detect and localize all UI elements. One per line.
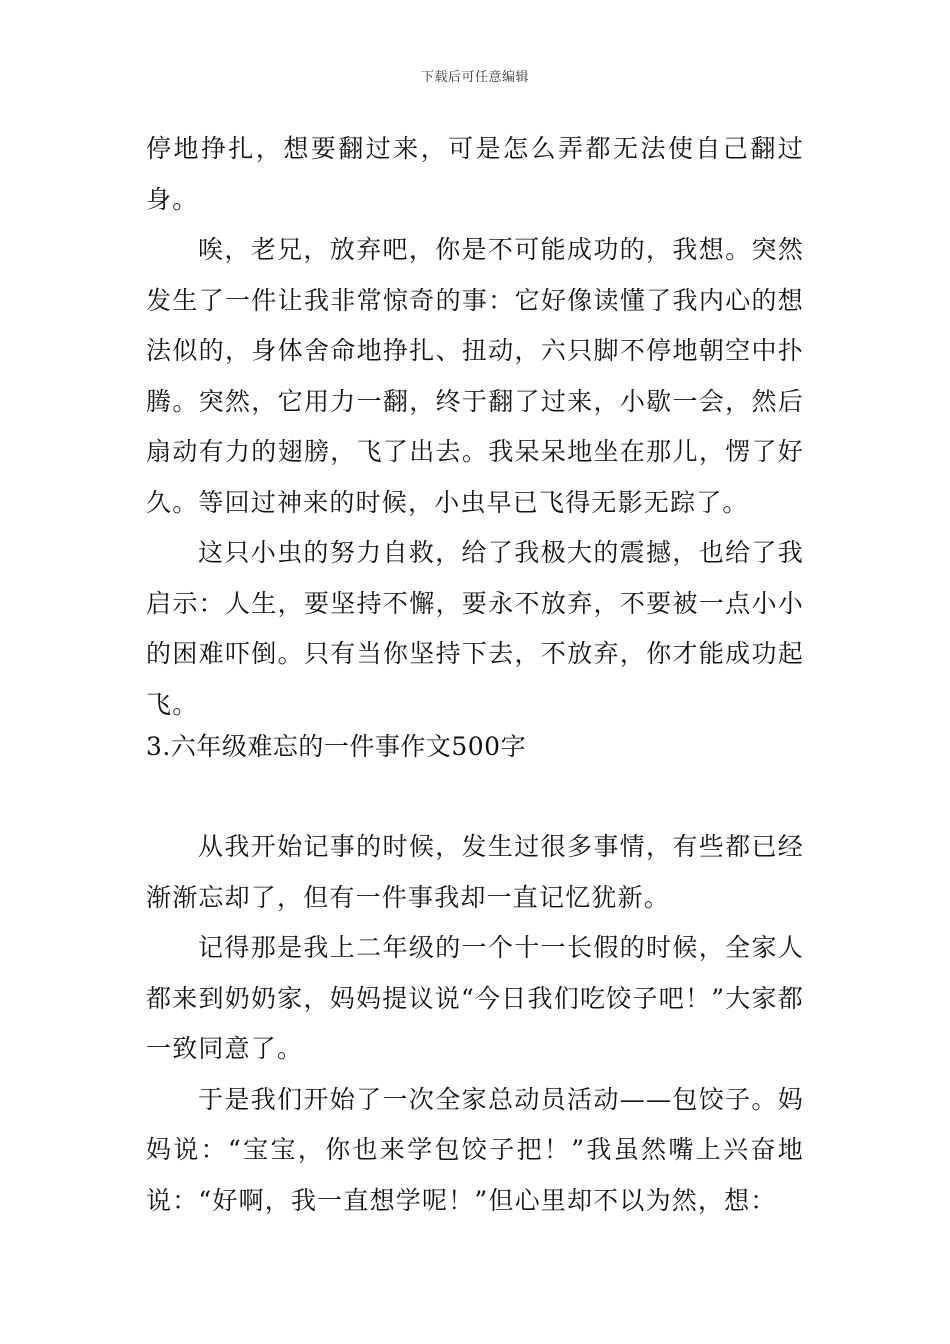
section-heading: 3.六年级难忘的一件事作文500字 (146, 732, 527, 761)
paragraph: 唉，老兄，放弃吧，你是不可能成功的，我想。突然发生了一件让我非常惊奇的事：它好像读懂了我内心的想法似的，身体舍命地挣扎、扭动，六只脚不停地朝空中扑腾。突然，它用力一翻，终于翻了过来，小歇一会，然后扇动有力的翅膀，飞了出去。我呆呆地坐在那儿，愣了好久。等回过神来的时候，小虫早已飞得无影无踪了。 (146, 235, 804, 517)
essay-section-3 (146, 822, 804, 1226)
essay-continuation (146, 124, 804, 730)
paragraph: 这只小虫的努力自救，给了我极大的震撼，也给了我启示：人生，要坚持不懈，要永不放弃，不要被一点小小的困难吓倒。只有当你坚持下去，不放弃，你才能成功起飞。 (146, 538, 804, 719)
paragraph: 记得那是我上二年级的一个十一长假的时候，全家人都来到奶奶家，妈妈提议说“今日我们吃饺子吧！”大家都一致同意了。 (146, 933, 804, 1063)
paragraph-continued: 停地挣扎，想要翻过来，可是怎么弄都无法使自己翻过身。 (146, 134, 804, 214)
paragraph: 从我开始记事的时候，发生过很多事情，有些都已经渐渐忘却了，但有一件事我却一直记忆犹新。 (146, 832, 804, 912)
paragraph: 于是我们开始了一次全家总动员活动——包饺子。妈妈说：“宝宝，你也来学包饺子把！”我虽然嘴上兴奋地说：“好啊，我一直想学呢！”但心里却不以为然，想： (146, 1084, 804, 1215)
header-note: 下载后可任意编辑 (420, 70, 529, 85)
